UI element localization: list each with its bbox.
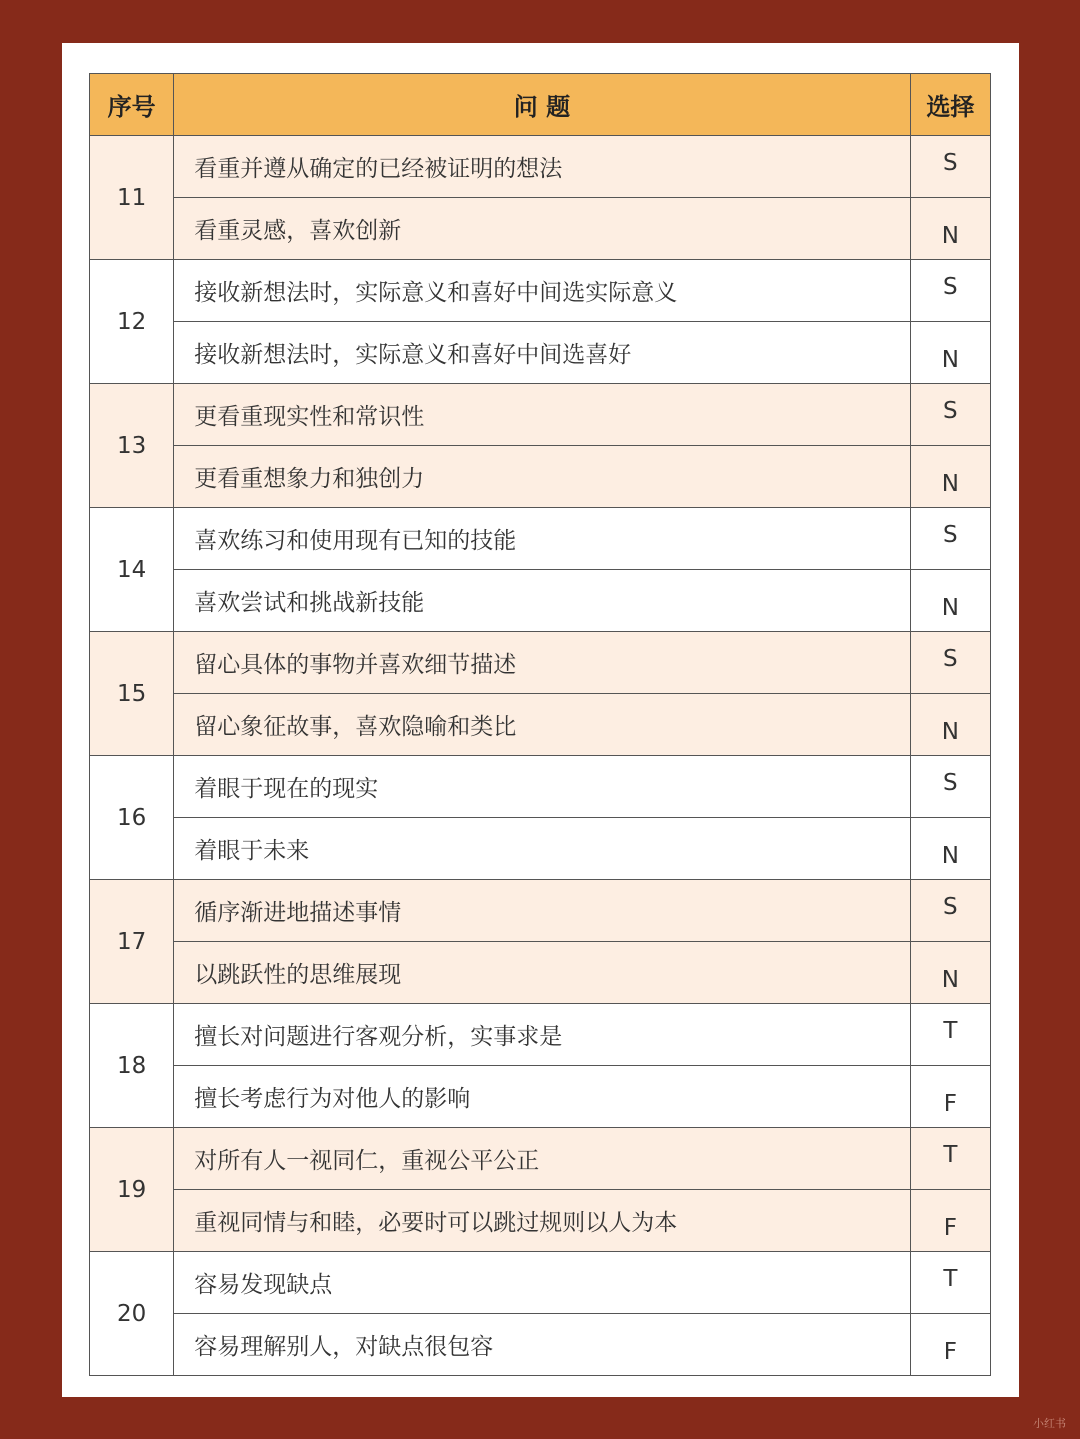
table-row — [90, 1190, 991, 1252]
table-row — [90, 508, 991, 570]
table-row — [90, 880, 991, 942]
question-text: 接收新想法时，实际意义和喜好中间选实际意义 — [174, 260, 910, 322]
choice-letter: N — [910, 570, 990, 632]
question-text: 留心具体的事物并喜欢细节描述 — [174, 632, 910, 694]
choice-letter: S — [910, 756, 990, 818]
table-row — [90, 384, 991, 446]
content-card — [62, 43, 1019, 1397]
choice-letter: F — [910, 1314, 990, 1376]
row-number: 17 — [90, 880, 174, 1004]
choice-letter: N — [910, 446, 990, 508]
table-row — [90, 756, 991, 818]
table-row — [90, 198, 991, 260]
table-row — [90, 322, 991, 384]
row-number: 11 — [90, 136, 174, 260]
question-text: 以跳跃性的思维展现 — [174, 942, 910, 1004]
table-row — [90, 1066, 991, 1128]
question-table — [89, 73, 991, 1376]
table-row — [90, 570, 991, 632]
choice-letter: T — [910, 1004, 990, 1066]
question-text: 看重灵感，喜欢创新 — [174, 198, 910, 260]
row-number: 15 — [90, 632, 174, 756]
header-question: 问 题 — [174, 74, 910, 136]
choice-letter: S — [910, 632, 990, 694]
row-number: 19 — [90, 1128, 174, 1252]
table-row — [90, 1004, 991, 1066]
choice-letter: N — [910, 942, 990, 1004]
question-text: 更看重现实性和常识性 — [174, 384, 910, 446]
header-no: 序号 — [90, 74, 174, 136]
table-row — [90, 632, 991, 694]
table-row — [90, 1252, 991, 1314]
question-text: 对所有人一视同仁，重视公平公正 — [174, 1128, 910, 1190]
choice-letter: N — [910, 322, 990, 384]
question-text: 接收新想法时，实际意义和喜好中间选喜好 — [174, 322, 910, 384]
question-text: 容易发现缺点 — [174, 1252, 910, 1314]
choice-letter: S — [910, 384, 990, 446]
question-text: 看重并遵从确定的已经被证明的想法 — [174, 136, 910, 198]
header-choice: 选择 — [910, 74, 990, 136]
question-text: 喜欢尝试和挑战新技能 — [174, 570, 910, 632]
table-row — [90, 136, 991, 198]
question-text: 留心象征故事，喜欢隐喻和类比 — [174, 694, 910, 756]
choice-letter: N — [910, 818, 990, 880]
question-text: 更看重想象力和独创力 — [174, 446, 910, 508]
question-text: 擅长对问题进行客观分析，实事求是 — [174, 1004, 910, 1066]
choice-letter: N — [910, 198, 990, 260]
table-row — [90, 942, 991, 1004]
row-number: 20 — [90, 1252, 174, 1376]
table-row — [90, 694, 991, 756]
choice-letter: T — [910, 1252, 990, 1314]
question-text: 着眼于现在的现实 — [174, 756, 910, 818]
question-text: 着眼于未来 — [174, 818, 910, 880]
row-number: 14 — [90, 508, 174, 632]
choice-letter: T — [910, 1128, 990, 1190]
table-row — [90, 260, 991, 322]
row-number: 13 — [90, 384, 174, 508]
choice-letter: S — [910, 136, 990, 198]
choice-letter: S — [910, 260, 990, 322]
row-number: 18 — [90, 1004, 174, 1128]
choice-letter: F — [910, 1190, 990, 1252]
watermark-logo: 小红书 — [1033, 1417, 1066, 1430]
table-row — [90, 818, 991, 880]
choice-letter: S — [910, 880, 990, 942]
choice-letter: N — [910, 694, 990, 756]
table-header — [90, 74, 991, 136]
row-number: 16 — [90, 756, 174, 880]
table-row — [90, 446, 991, 508]
choice-letter: S — [910, 508, 990, 570]
row-number: 12 — [90, 260, 174, 384]
question-text: 重视同情与和睦，必要时可以跳过规则以人为本 — [174, 1190, 910, 1252]
question-text: 循序渐进地描述事情 — [174, 880, 910, 942]
table-row — [90, 1128, 991, 1190]
table-row — [90, 1314, 991, 1376]
question-text: 擅长考虑行为对他人的影响 — [174, 1066, 910, 1128]
question-text: 容易理解别人，对缺点很包容 — [174, 1314, 910, 1376]
choice-letter: F — [910, 1066, 990, 1128]
question-text: 喜欢练习和使用现有已知的技能 — [174, 508, 910, 570]
